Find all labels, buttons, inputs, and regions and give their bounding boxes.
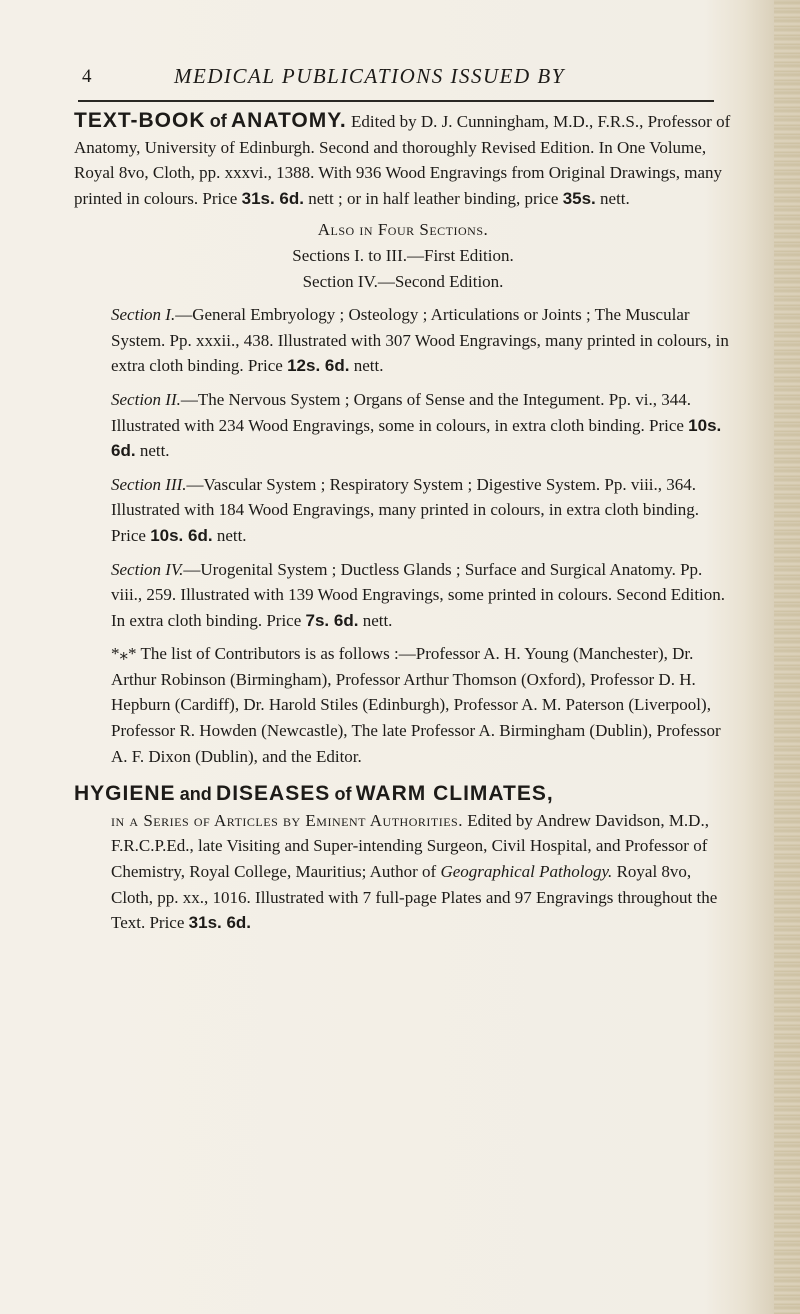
section-4-text: —Urogenital System ; Ductless Glands ; Surface and Surgical Anatomy. Pp. viii., 259. Illustrated with 139 Wood Engravings, some printed in colours. Second Edition. In extra cloth binding. Price <box>111 559 726 630</box>
section-3-price: 10s. 6d. <box>150 525 213 545</box>
sections-line-1: Sections I. to III.—First Edition. <box>292 245 514 265</box>
contributors <box>74 641 732 769</box>
section-2 <box>74 387 732 464</box>
section-3-text: —Vascular System ; Respiratory System ; Digestive System. Pp. viii., 364. Illustrated with 184 Wood Engravings, many printed in colours, in extra cloth binding. Price <box>111 474 700 545</box>
section-1 <box>74 302 732 379</box>
section-2-text: —The Nervous System ; Organs of Sense and the Integument. Pp. vi., 344. Illustrated with 234 Wood Engravings, some in colours, in extra cloth binding. Price <box>111 389 691 435</box>
anatomy-tail: nett ; or in half leather binding, price <box>308 188 559 208</box>
hygiene-title-and: and <box>179 784 212 805</box>
anatomy-entry <box>74 108 732 211</box>
anatomy-price: 31s. 6d. <box>241 188 304 208</box>
hygiene-price: 31s. 6d. <box>188 913 252 933</box>
anatomy-title: TEXT-BOOK <box>74 109 206 132</box>
section-2-nett: nett. <box>139 441 170 461</box>
section-2-price: 10s. 6d. <box>111 415 722 461</box>
page-content <box>74 108 732 936</box>
section-3 <box>74 472 732 549</box>
section-1-nett: nett. <box>353 356 384 376</box>
section-1-price: 12s. 6d. <box>287 356 350 376</box>
header-rule <box>78 100 714 102</box>
anatomy-price-label: Price <box>202 188 238 208</box>
hygiene-text: Edited by Andrew Davidson, M.D., F.R.C.P.Ed., late Visiting and Super-intending Surgeon, Civil Hospital, and Professor of Chemistry, Royal College, Mauritius; Author of <box>111 810 709 882</box>
section-3-nett: nett. <box>216 525 247 545</box>
section-1-label: Section I. <box>111 305 176 325</box>
hygiene-title: HYGIENE <box>74 782 176 806</box>
hygiene-title-3: WARM CLIMATES, <box>355 782 554 806</box>
section-4-nett: nett. <box>362 610 393 630</box>
section-1-text: —General Embryology ; Osteology ; Articulations or Joints ; The Muscular System. Pp. xxxii., 438. Illustrated with 307 Wood Engravings, many printed in colours, in extra cloth binding. Price <box>111 305 729 376</box>
section-2-label: Section II. <box>111 389 181 409</box>
section-4-price: 7s. 6d. <box>305 610 359 630</box>
also-heading <box>74 217 732 243</box>
contributors-text: The list of Contributors is as follows :—Professor A. H. Young (Manchester), Dr. Arthur Robinson (Birmingham), Professor Arthur Thomson (Oxford), Professor D. H. Hepburn (Cardiff), Dr. Harold Stiles (Edinburgh), Professor A. M. Paterson (Liverpool), Professor R. Howden (Newcastle), The late Professor A. Birmingham (Dublin), Professor A. F. Dixon (Dublin), and the Editor. <box>111 644 721 766</box>
also-heading-text: Also in Four Sections. <box>317 220 489 240</box>
hygiene-series: in a Series of Articles by Eminent Authorities. <box>111 810 463 830</box>
page-number: 4 <box>82 66 92 87</box>
hygiene-title-2: DISEASES <box>216 782 331 806</box>
page-edge <box>774 0 800 1314</box>
running-title: MEDICAL PUBLICATIONS ISSUED BY <box>174 64 565 88</box>
hygiene-body <box>74 808 732 936</box>
section-4-label: Section IV. <box>111 559 184 579</box>
page-header <box>82 62 732 98</box>
anatomy-price-2: 35s. <box>562 188 596 208</box>
anatomy-title-2: ANATOMY. <box>231 109 347 132</box>
hygiene-entry <box>74 781 732 808</box>
anatomy-title-of: of <box>209 111 227 131</box>
anatomy-tail-2: nett. <box>600 188 630 208</box>
sections-line-2: Section IV.—Second Edition. <box>302 271 504 291</box>
anatomy-intro: Edited by D. J. Cunningham, M.D., F.R.S., Professor of Anatomy, University of Edinburgh. Second and thoroughly Revised Edition. In One Volume, Royal 8vo, Cloth, pp. xxxvi., 1388. With 936 Wood Engravings from Original Drawings, many printed in colours. <box>74 112 731 208</box>
hygiene-text-2: Royal 8vo, Cloth, pp. xx., 1016. Illustrated with 7 full-page Plates and 97 Engravings throughout the Text. Price <box>111 862 718 933</box>
contributors-mark: *⁎* <box>111 644 137 664</box>
hygiene-title-of: of <box>334 784 352 805</box>
section-4 <box>74 557 732 634</box>
section-3-label: Section III. <box>111 474 187 494</box>
hygiene-book: Geographical Pathology. <box>440 862 613 882</box>
